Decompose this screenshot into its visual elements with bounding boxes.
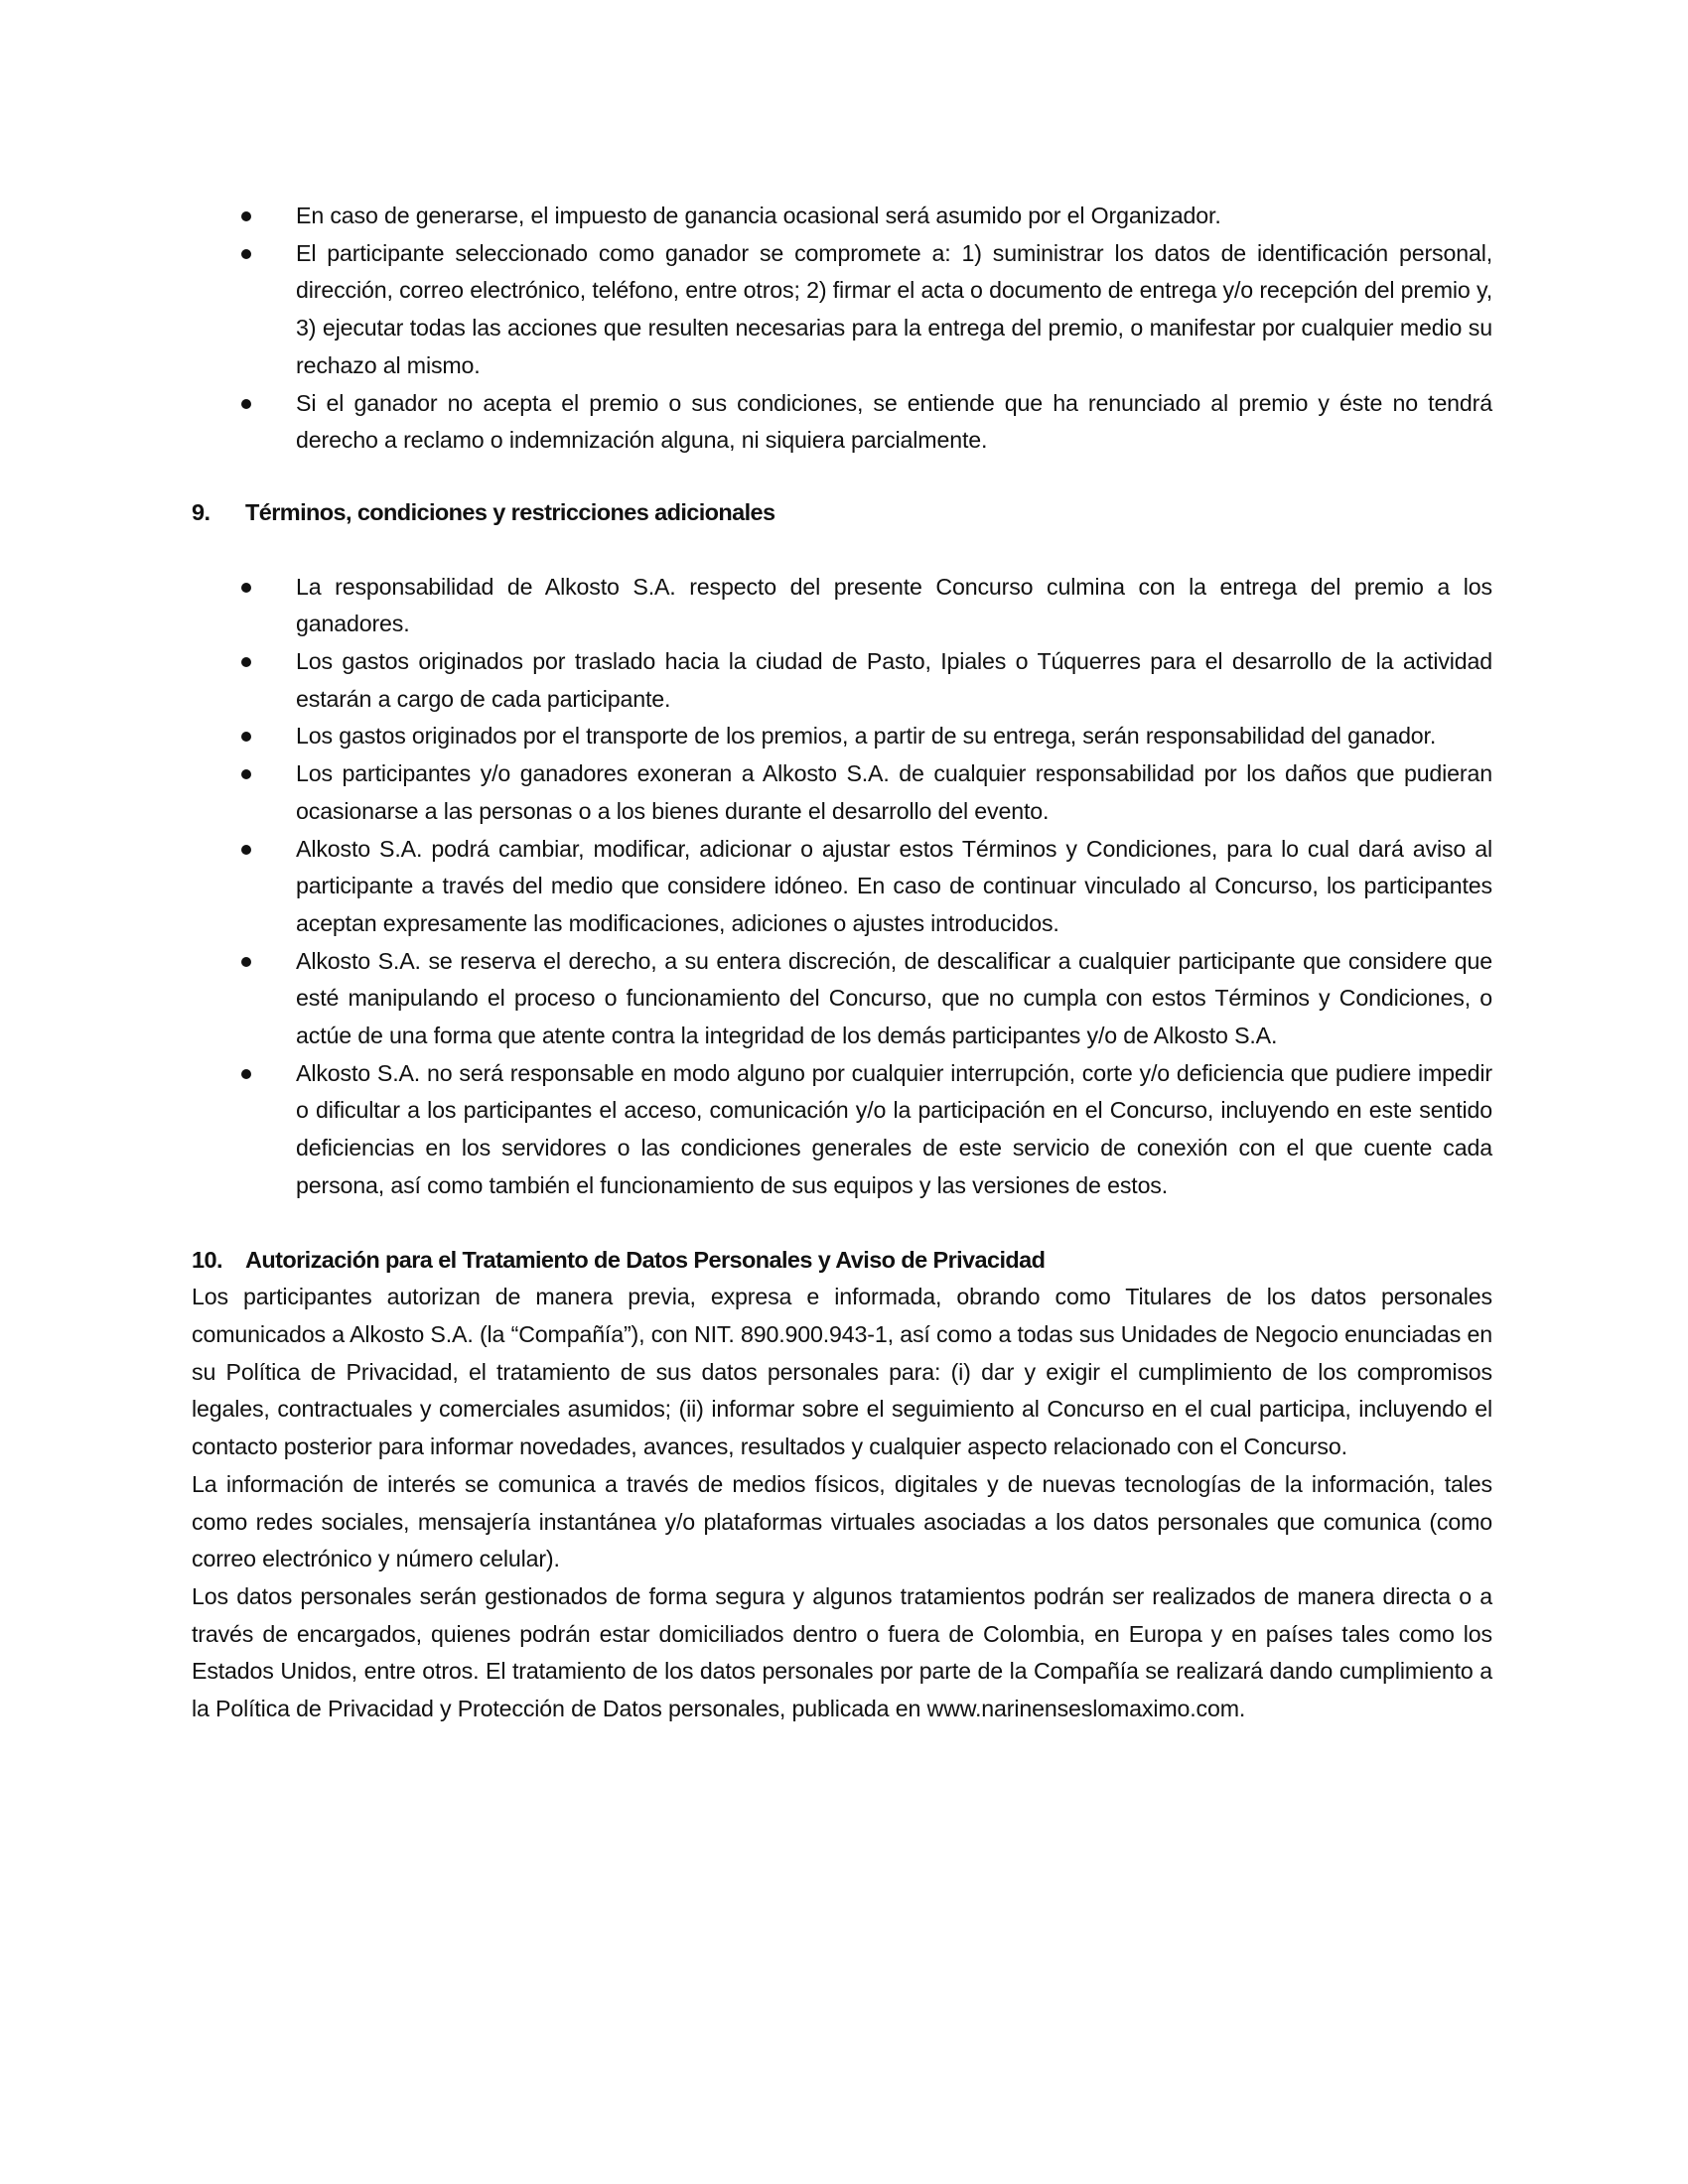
- list-item: [296, 831, 1492, 943]
- list-item: [296, 755, 1492, 830]
- list-item-text: Si el ganador no acepta el premio o sus condiciones, se entiende que ha renunciado al premio y éste no tendrá derecho a reclamo o indemnización alguna, ni siquiera parcialmente.: [296, 389, 1492, 454]
- section-number: 10.: [192, 1246, 222, 1273]
- bullet-icon: [241, 732, 251, 742]
- list-item-text: Los gastos originados por el transporte de los premios, a partir de su entrega, serán responsabilidad del ganador.: [296, 723, 1437, 750]
- section-9-heading: [192, 494, 1492, 532]
- list-item-text: Alkosto S.A. se reserva el derecho, a su entera discreción, de descalificar a cualquier participante que considere que esté manipulando el proceso o funcionamiento del Concurso, que no cumpla con estos Términos y Condiciones, o actúe de una forma que atente contra la integridad de los demás participantes y/o de Alkosto S.A.: [296, 947, 1492, 1049]
- bullet-icon: [241, 583, 251, 593]
- section-title: Términos, condiciones y restricciones adicionales: [245, 498, 775, 525]
- list-item: [296, 718, 1492, 755]
- prize-conditions-list: [192, 198, 1492, 460]
- section-number: 9.: [192, 498, 211, 525]
- bullet-icon: [241, 211, 251, 221]
- bullet-icon: [241, 657, 251, 667]
- section-title: Autorización para el Tratamiento de Datos Personales y Aviso de Privacidad: [245, 1246, 1046, 1273]
- section-10-heading: [192, 1242, 1492, 1280]
- bullet-icon: [241, 399, 251, 409]
- section-9-list: [192, 569, 1492, 1205]
- list-item: [296, 198, 1492, 235]
- list-item: [296, 643, 1492, 718]
- list-item-text: Los gastos originados por traslado hacia la ciudad de Pasto, Ipiales o Túquerres para el desarrollo de la actividad estarán a cargo de cada participante.: [296, 648, 1492, 712]
- list-item: [296, 943, 1492, 1055]
- list-item: [296, 1055, 1492, 1205]
- list-item-text: En caso de generarse, el impuesto de ganancia ocasional será asumido por el Organizador.: [296, 203, 1221, 228]
- list-item-text: Alkosto S.A. no será responsable en modo alguno por cualquier interrupción, corte y/o deficiencia que pudiere impedir o dificultar a los participantes el acceso, comunicación y/o la participación en el Concurso, incluyendo en este sentido deficiencias en los servidores o las condiciones generales de este servicio de conexión con el que cuente cada persona, así como también el funcionamiento de sus equipos y las versiones de estos.: [296, 1059, 1492, 1198]
- paragraph: Los datos personales serán gestionados de forma segura y algunos tratamientos podrán ser realizados de manera directa o a través de encargados, quienes podrán estar domiciliados dentro o fuera de Colombia, en Europa y en países tales como los Estados Unidos, entre otros. El tratamiento de los datos personales por parte de la Compañía se realizará dando cumplimiento a la Política de Privacidad y Protección de Datos personales, publicada en www.narinenseslomaximo.com.: [192, 1582, 1492, 1722]
- bullet-icon: [241, 249, 251, 259]
- list-item-text: Alkosto S.A. podrá cambiar, modificar, adicionar o ajustar estos Términos y Condiciones, para lo cual dará aviso al participante a través del medio que considere idóneo. En caso de continuar vinculado al Concurso, los participantes aceptan expresamente las modificaciones, adiciones o ajustes introducidos.: [296, 835, 1492, 936]
- paragraph: Los participantes autorizan de manera previa, expresa e informada, obrando como Titulares de los datos personales comunicados a Alkosto S.A. (la “Compañía”), con NIT. 890.900.943-1, así como a todas sus Unidades de Negocio enunciadas en su Política de Privacidad, el tratamiento de sus datos personales para: (i) dar y exigir el cumplimiento de los compromisos legales, contractuales y comerciales asumidos; (ii) informar sobre el seguimiento al Concurso en el cual participa, incluyendo el contacto posterior para informar novedades, avances, resultados y cualquier aspecto relacionado con el Concurso.: [192, 1284, 1492, 1460]
- bullet-icon: [241, 1069, 251, 1079]
- list-item-text: La responsabilidad de Alkosto S.A. respecto del presente Concurso culmina con la entrega del premio a los ganadores.: [296, 573, 1492, 637]
- bullet-icon: [241, 769, 251, 779]
- list-item: [296, 569, 1492, 643]
- paragraph: La información de interés se comunica a través de medios físicos, digitales y de nuevas tecnologías de la información, tales como redes sociales, mensajería instantánea y/o plataformas virtuales asociadas a los datos personales que comunica (como correo electrónico y número celular).: [192, 1470, 1492, 1572]
- list-item-text: El participante seleccionado como ganador se compromete a: 1) suministrar los datos de identificación personal, dirección, correo electrónico, teléfono, entre otros; 2) firmar el acta o documento de entrega y/o recepción del premio y, 3) ejecutar todas las acciones que resulten necesarias para la entrega del premio, o manifestar por cualquier medio su rechazo al mismo.: [296, 239, 1492, 378]
- list-item-text: Los participantes y/o ganadores exoneran a Alkosto S.A. de cualquier responsabilidad por los daños que pudieran ocasionarse a las personas o a los bienes durante el desarrollo del evento.: [296, 760, 1492, 824]
- list-item: [296, 235, 1492, 385]
- list-item: [296, 385, 1492, 460]
- document-page: [192, 198, 1492, 1728]
- bullet-icon: [241, 845, 251, 855]
- bullet-icon: [241, 957, 251, 967]
